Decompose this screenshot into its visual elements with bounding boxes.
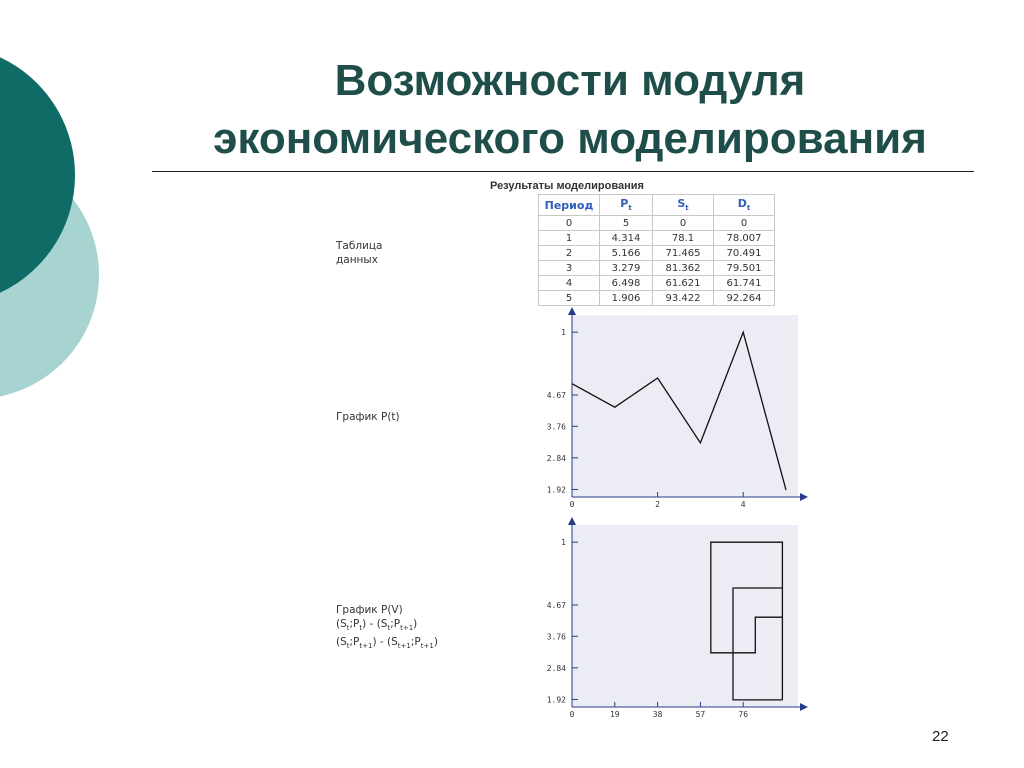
table-label bbox=[336, 239, 382, 267]
x-tick-label: 0 bbox=[569, 710, 575, 719]
y-axis-arrow bbox=[568, 517, 576, 525]
results-title: Результаты моделирования bbox=[490, 180, 644, 192]
table-cell: 0 bbox=[539, 216, 600, 231]
x-tick-label: 4 bbox=[740, 500, 746, 509]
table-cell: 93.422 bbox=[653, 291, 714, 306]
header-s: $S_t$ bbox=[653, 195, 714, 216]
title-divider bbox=[152, 171, 974, 172]
table-cell: 1.906 bbox=[600, 291, 653, 306]
plot-area bbox=[572, 525, 798, 707]
table-cell: 5 bbox=[539, 291, 600, 306]
table-cell: 4 bbox=[539, 276, 600, 291]
table-cell: 2 bbox=[539, 246, 600, 261]
formula-subscript: t bbox=[346, 624, 350, 633]
table-row bbox=[539, 291, 775, 306]
chart-p-of-t bbox=[520, 305, 820, 515]
formula-line-2 bbox=[336, 636, 438, 651]
table-cell: 1 bbox=[539, 231, 600, 246]
formula-subscript: t+1 bbox=[359, 642, 373, 651]
y-tick-label: 1 bbox=[561, 538, 566, 548]
formula-subscript: t bbox=[346, 642, 350, 651]
chart1-label: График P(t) bbox=[336, 411, 400, 423]
formula-text: ;P bbox=[410, 636, 421, 649]
table-cell: 4.314 bbox=[600, 231, 653, 246]
header-period: Период bbox=[539, 195, 600, 216]
decorative-circles bbox=[0, 0, 110, 400]
y-tick-label: 4.67 bbox=[546, 601, 566, 611]
x-tick-label: 0 bbox=[569, 500, 575, 509]
table-header-row bbox=[539, 195, 775, 216]
formula-subscript: t+1 bbox=[397, 642, 411, 651]
y-tick-label: 3.76 bbox=[546, 422, 566, 432]
y-tick-label: 3.76 bbox=[546, 632, 566, 642]
table-cell: 3 bbox=[539, 261, 600, 276]
header-d: $D_t$ bbox=[714, 195, 775, 216]
x-tick-label: 19 bbox=[609, 710, 620, 719]
table-cell: 5.166 bbox=[600, 246, 653, 261]
title-line-1: Возможности модуля bbox=[334, 56, 806, 105]
y-tick-label: 1.92 bbox=[546, 485, 566, 495]
y-tick-label: 1 bbox=[561, 328, 566, 338]
formula-text: (S bbox=[336, 636, 347, 649]
formula-subscript: t+1 bbox=[400, 624, 414, 633]
y-tick-label: 1.92 bbox=[546, 695, 566, 705]
plot-area bbox=[572, 315, 798, 497]
table-cell: 0 bbox=[714, 216, 775, 231]
x-tick-label: 2 bbox=[655, 500, 661, 509]
formula-text: ) bbox=[413, 618, 418, 630]
table-row bbox=[539, 261, 775, 276]
table-cell: 61.741 bbox=[714, 276, 775, 291]
table-cell: 81.362 bbox=[653, 261, 714, 276]
table-cell: 5 bbox=[600, 216, 653, 231]
formula-text: ;P bbox=[349, 618, 360, 630]
y-tick-label: 2.84 bbox=[546, 453, 566, 463]
table-cell: 6.498 bbox=[600, 276, 653, 291]
table-cell: 92.264 bbox=[714, 291, 775, 306]
table-cell: 78.1 bbox=[653, 231, 714, 246]
formula-text: ;P bbox=[390, 618, 401, 630]
table-label-line-1: Таблица bbox=[336, 240, 383, 252]
formula-text: ;P bbox=[349, 636, 360, 649]
formula-subscript: t+1 bbox=[420, 642, 434, 651]
table-cell: 61.621 bbox=[653, 276, 714, 291]
y-tick-label: 4.67 bbox=[546, 391, 566, 401]
x-axis-arrow bbox=[800, 493, 808, 501]
formula-text: ) - (S bbox=[362, 618, 388, 630]
y-tick-label: 2.84 bbox=[546, 663, 566, 673]
table-cell: 71.465 bbox=[653, 246, 714, 261]
chart-p-of-v bbox=[520, 515, 820, 725]
x-tick-label: 76 bbox=[738, 710, 749, 719]
chart2-label bbox=[336, 603, 438, 653]
formula-subscript: t bbox=[387, 624, 391, 633]
table-row bbox=[539, 231, 775, 246]
page-number: 22 bbox=[932, 728, 949, 745]
y-axis-arrow bbox=[568, 307, 576, 315]
table-cell: 79.501 bbox=[714, 261, 775, 276]
x-axis-arrow bbox=[800, 703, 808, 711]
table-cell: 0 bbox=[653, 216, 714, 231]
header-p: $P_t$ bbox=[600, 195, 653, 216]
table-row bbox=[539, 216, 775, 231]
formula-text: ) - (S bbox=[372, 636, 398, 649]
slide-title bbox=[120, 52, 1020, 168]
formula-line-1 bbox=[336, 618, 418, 633]
table-label-line-2: данных bbox=[336, 254, 378, 266]
table-cell: 3.279 bbox=[600, 261, 653, 276]
formula-text: ) bbox=[433, 636, 438, 649]
title-line-2: экономического моделирования bbox=[213, 114, 927, 163]
table-cell: 70.491 bbox=[714, 246, 775, 261]
table-cell: 78.007 bbox=[714, 231, 775, 246]
formula-text: (S bbox=[336, 618, 347, 630]
table-row bbox=[539, 276, 775, 291]
x-tick-label: 57 bbox=[695, 710, 706, 719]
chart2-title: График P(V) bbox=[336, 604, 403, 616]
table-row bbox=[539, 246, 775, 261]
formula-subscript: t bbox=[359, 624, 363, 633]
x-tick-label: 38 bbox=[652, 710, 663, 719]
results-table bbox=[538, 194, 775, 306]
